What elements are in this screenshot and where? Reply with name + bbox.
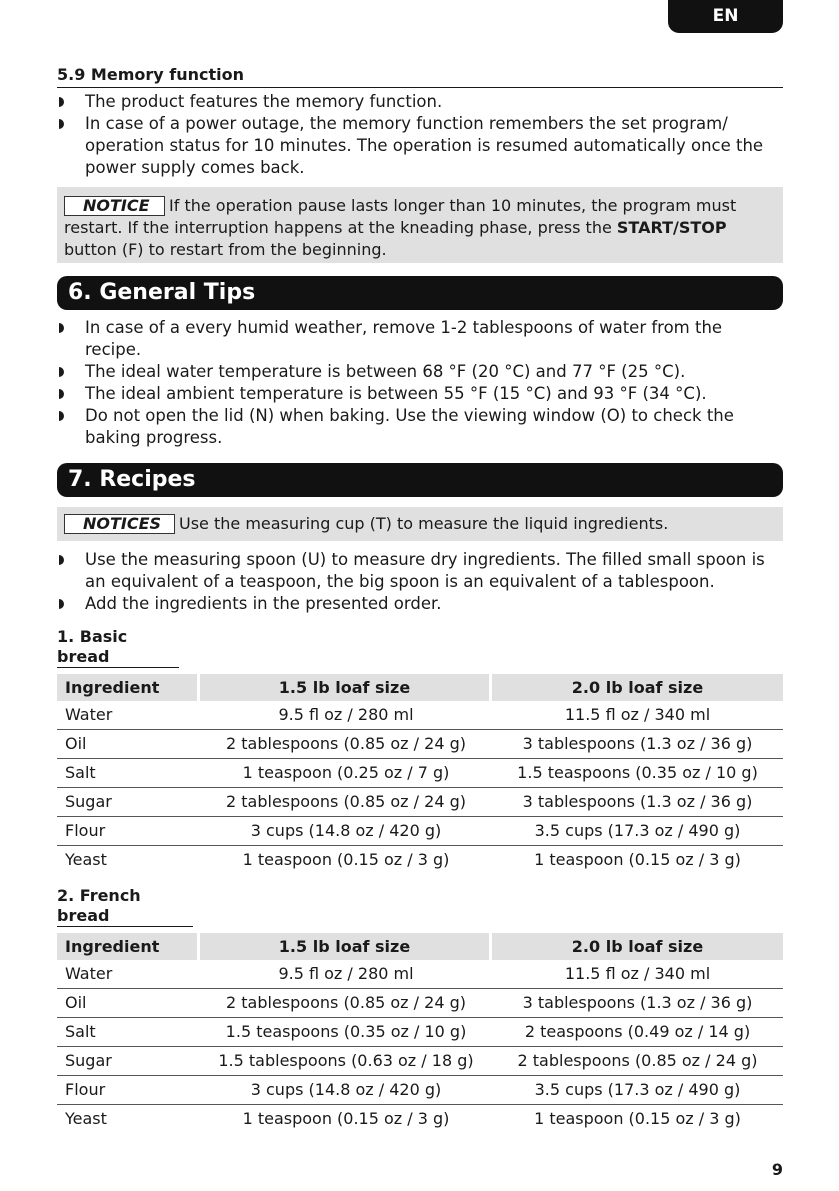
basic-bread-table bbox=[57, 674, 783, 874]
table-row bbox=[57, 1018, 783, 1047]
notice-text-end: button (F) to restart from the beginning. bbox=[64, 240, 387, 259]
section-5-9-heading: 5.9 Memory function bbox=[57, 64, 783, 88]
column-header: 2.0 lb loaf size bbox=[492, 933, 783, 960]
memory-notice-box bbox=[57, 187, 783, 263]
table-cell: Flour bbox=[57, 817, 200, 846]
table-cell: 3 tablespoons (1.3 oz / 36 g) bbox=[492, 989, 783, 1018]
table-cell: Salt bbox=[57, 759, 200, 788]
list-item: The ideal water temperature is between 68 °F (20 °C) and 77 °F (25 °C). bbox=[57, 361, 783, 383]
table-cell: Yeast bbox=[65, 850, 107, 869]
table-cell: 3 cups (14.8 oz / 420 g) bbox=[200, 1076, 492, 1105]
table-cell: 1 teaspoon (0.15 oz / 3 g) bbox=[534, 1109, 741, 1128]
list-item: In case of a every humid weather, remove 1-2 tablespoons of water from the recipe. bbox=[57, 317, 783, 361]
table-cell: Water bbox=[57, 960, 200, 989]
section-7-title: 7. Recipes bbox=[57, 463, 783, 497]
table-cell: 1 teaspoon (0.25 oz / 7 g) bbox=[200, 759, 492, 788]
table-cell: 11.5 fl oz / 340 ml bbox=[492, 960, 783, 989]
table-row bbox=[57, 846, 783, 874]
notice-label: NOTICE bbox=[64, 196, 165, 216]
table-cell: 2 tablespoons (0.85 oz / 24 g) bbox=[200, 788, 492, 817]
table-cell: Sugar bbox=[57, 788, 200, 817]
table-cell: 3 tablespoons (1.3 oz / 36 g) bbox=[492, 788, 783, 817]
french-bread-heading: 2. French bread bbox=[57, 886, 193, 927]
table-cell: 1.5 teaspoons (0.35 oz / 10 g) bbox=[200, 1018, 492, 1047]
column-header: Ingredient bbox=[57, 674, 200, 701]
table-cell: Salt bbox=[57, 1018, 200, 1047]
list-item: The ideal ambient temperature is between 55 °F (15 °C) and 93 °F (34 °C). bbox=[57, 383, 783, 405]
recipes-bullets bbox=[57, 549, 783, 615]
notice-bold-text: START/STOP bbox=[616, 218, 727, 237]
table-cell: Oil bbox=[57, 730, 200, 759]
table-row bbox=[57, 701, 783, 730]
notice-text: If the operation pause lasts longer than 10 minutes, the program must restart. If the interruption happens at the kneading phase, press the bbox=[64, 196, 737, 237]
table-cell: Water bbox=[57, 701, 200, 730]
list-item: Use the measuring spoon (U) to measure dry ingredients. The filled small spoon is an equivalent of a teaspoon, the big spoon is an equivalent of a tablespoon. bbox=[57, 549, 783, 593]
language-tab: EN bbox=[668, 0, 783, 33]
basic-bread-heading: 1. Basic bread bbox=[57, 627, 179, 668]
list-item: Add the ingredients in the presented order. bbox=[57, 593, 783, 615]
table-cell: 1.5 teaspoons (0.35 oz / 10 g) bbox=[492, 759, 783, 788]
page-number: 9 bbox=[771, 1160, 783, 1179]
general-tips-bullets bbox=[57, 317, 783, 449]
column-header: Ingredient bbox=[57, 933, 200, 960]
table-cell: Yeast bbox=[65, 1109, 107, 1128]
table-header-row bbox=[57, 933, 783, 960]
french-bread-table bbox=[57, 933, 783, 1133]
notices-label: NOTICES bbox=[64, 514, 175, 534]
table-cell: 9.5 fl oz / 280 ml bbox=[200, 960, 492, 989]
column-header: 1.5 lb loaf size bbox=[200, 933, 492, 960]
table-row bbox=[57, 960, 783, 989]
list-item: The product features the memory function. bbox=[57, 91, 783, 113]
section-5-9-bullets bbox=[57, 91, 783, 179]
table-row bbox=[57, 759, 783, 788]
table-cell: 1.5 tablespoons (0.63 oz / 18 g) bbox=[200, 1047, 492, 1076]
table-row bbox=[57, 989, 783, 1018]
table-cell: Sugar bbox=[57, 1047, 200, 1076]
table-row bbox=[57, 730, 783, 759]
table-cell: 1 teaspoon (0.15 oz / 3 g) bbox=[242, 1109, 450, 1128]
section-6-title: 6. General Tips bbox=[57, 276, 783, 310]
table-cell: 3 tablespoons (1.3 oz / 36 g) bbox=[492, 730, 783, 759]
table-cell: 2 tablespoons (0.85 oz / 24 g) bbox=[492, 1047, 783, 1076]
list-item: In case of a power outage, the memory function remembers the set program/ operation status for 10 minutes. The operation is resumed automatically once the power supply comes back. bbox=[57, 113, 783, 179]
page-content bbox=[57, 64, 783, 1133]
table-cell: 11.5 fl oz / 340 ml bbox=[492, 701, 783, 730]
table-row bbox=[57, 817, 783, 846]
table-cell: 3.5 cups (17.3 oz / 490 g) bbox=[492, 1076, 783, 1105]
column-header: 2.0 lb loaf size bbox=[492, 674, 783, 701]
table-cell: 1 teaspoon (0.15 oz / 3 g) bbox=[534, 850, 741, 869]
table-row bbox=[57, 1105, 783, 1133]
recipes-notice-box bbox=[57, 507, 783, 541]
table-cell: 2 tablespoons (0.85 oz / 24 g) bbox=[200, 730, 492, 759]
table-cell: 2 tablespoons (0.85 oz / 24 g) bbox=[200, 989, 492, 1018]
table-cell: 9.5 fl oz / 280 ml bbox=[200, 701, 492, 730]
table-cell: 3.5 cups (17.3 oz / 490 g) bbox=[492, 817, 783, 846]
table-row bbox=[57, 1047, 783, 1076]
notices-text: Use the measuring cup (T) to measure the liquid ingredients. bbox=[179, 514, 669, 533]
table-cell: 3 cups (14.8 oz / 420 g) bbox=[200, 817, 492, 846]
table-cell: Flour bbox=[57, 1076, 200, 1105]
table-row bbox=[57, 1076, 783, 1105]
column-header: 1.5 lb loaf size bbox=[200, 674, 492, 701]
table-cell: Oil bbox=[57, 989, 200, 1018]
list-item: Do not open the lid (N) when baking. Use the viewing window (O) to check the baking progress. bbox=[57, 405, 783, 449]
table-header-row bbox=[57, 674, 783, 701]
table-cell: 2 teaspoons (0.49 oz / 14 g) bbox=[492, 1018, 783, 1047]
table-row bbox=[57, 788, 783, 817]
table-cell: 1 teaspoon (0.15 oz / 3 g) bbox=[242, 850, 450, 869]
